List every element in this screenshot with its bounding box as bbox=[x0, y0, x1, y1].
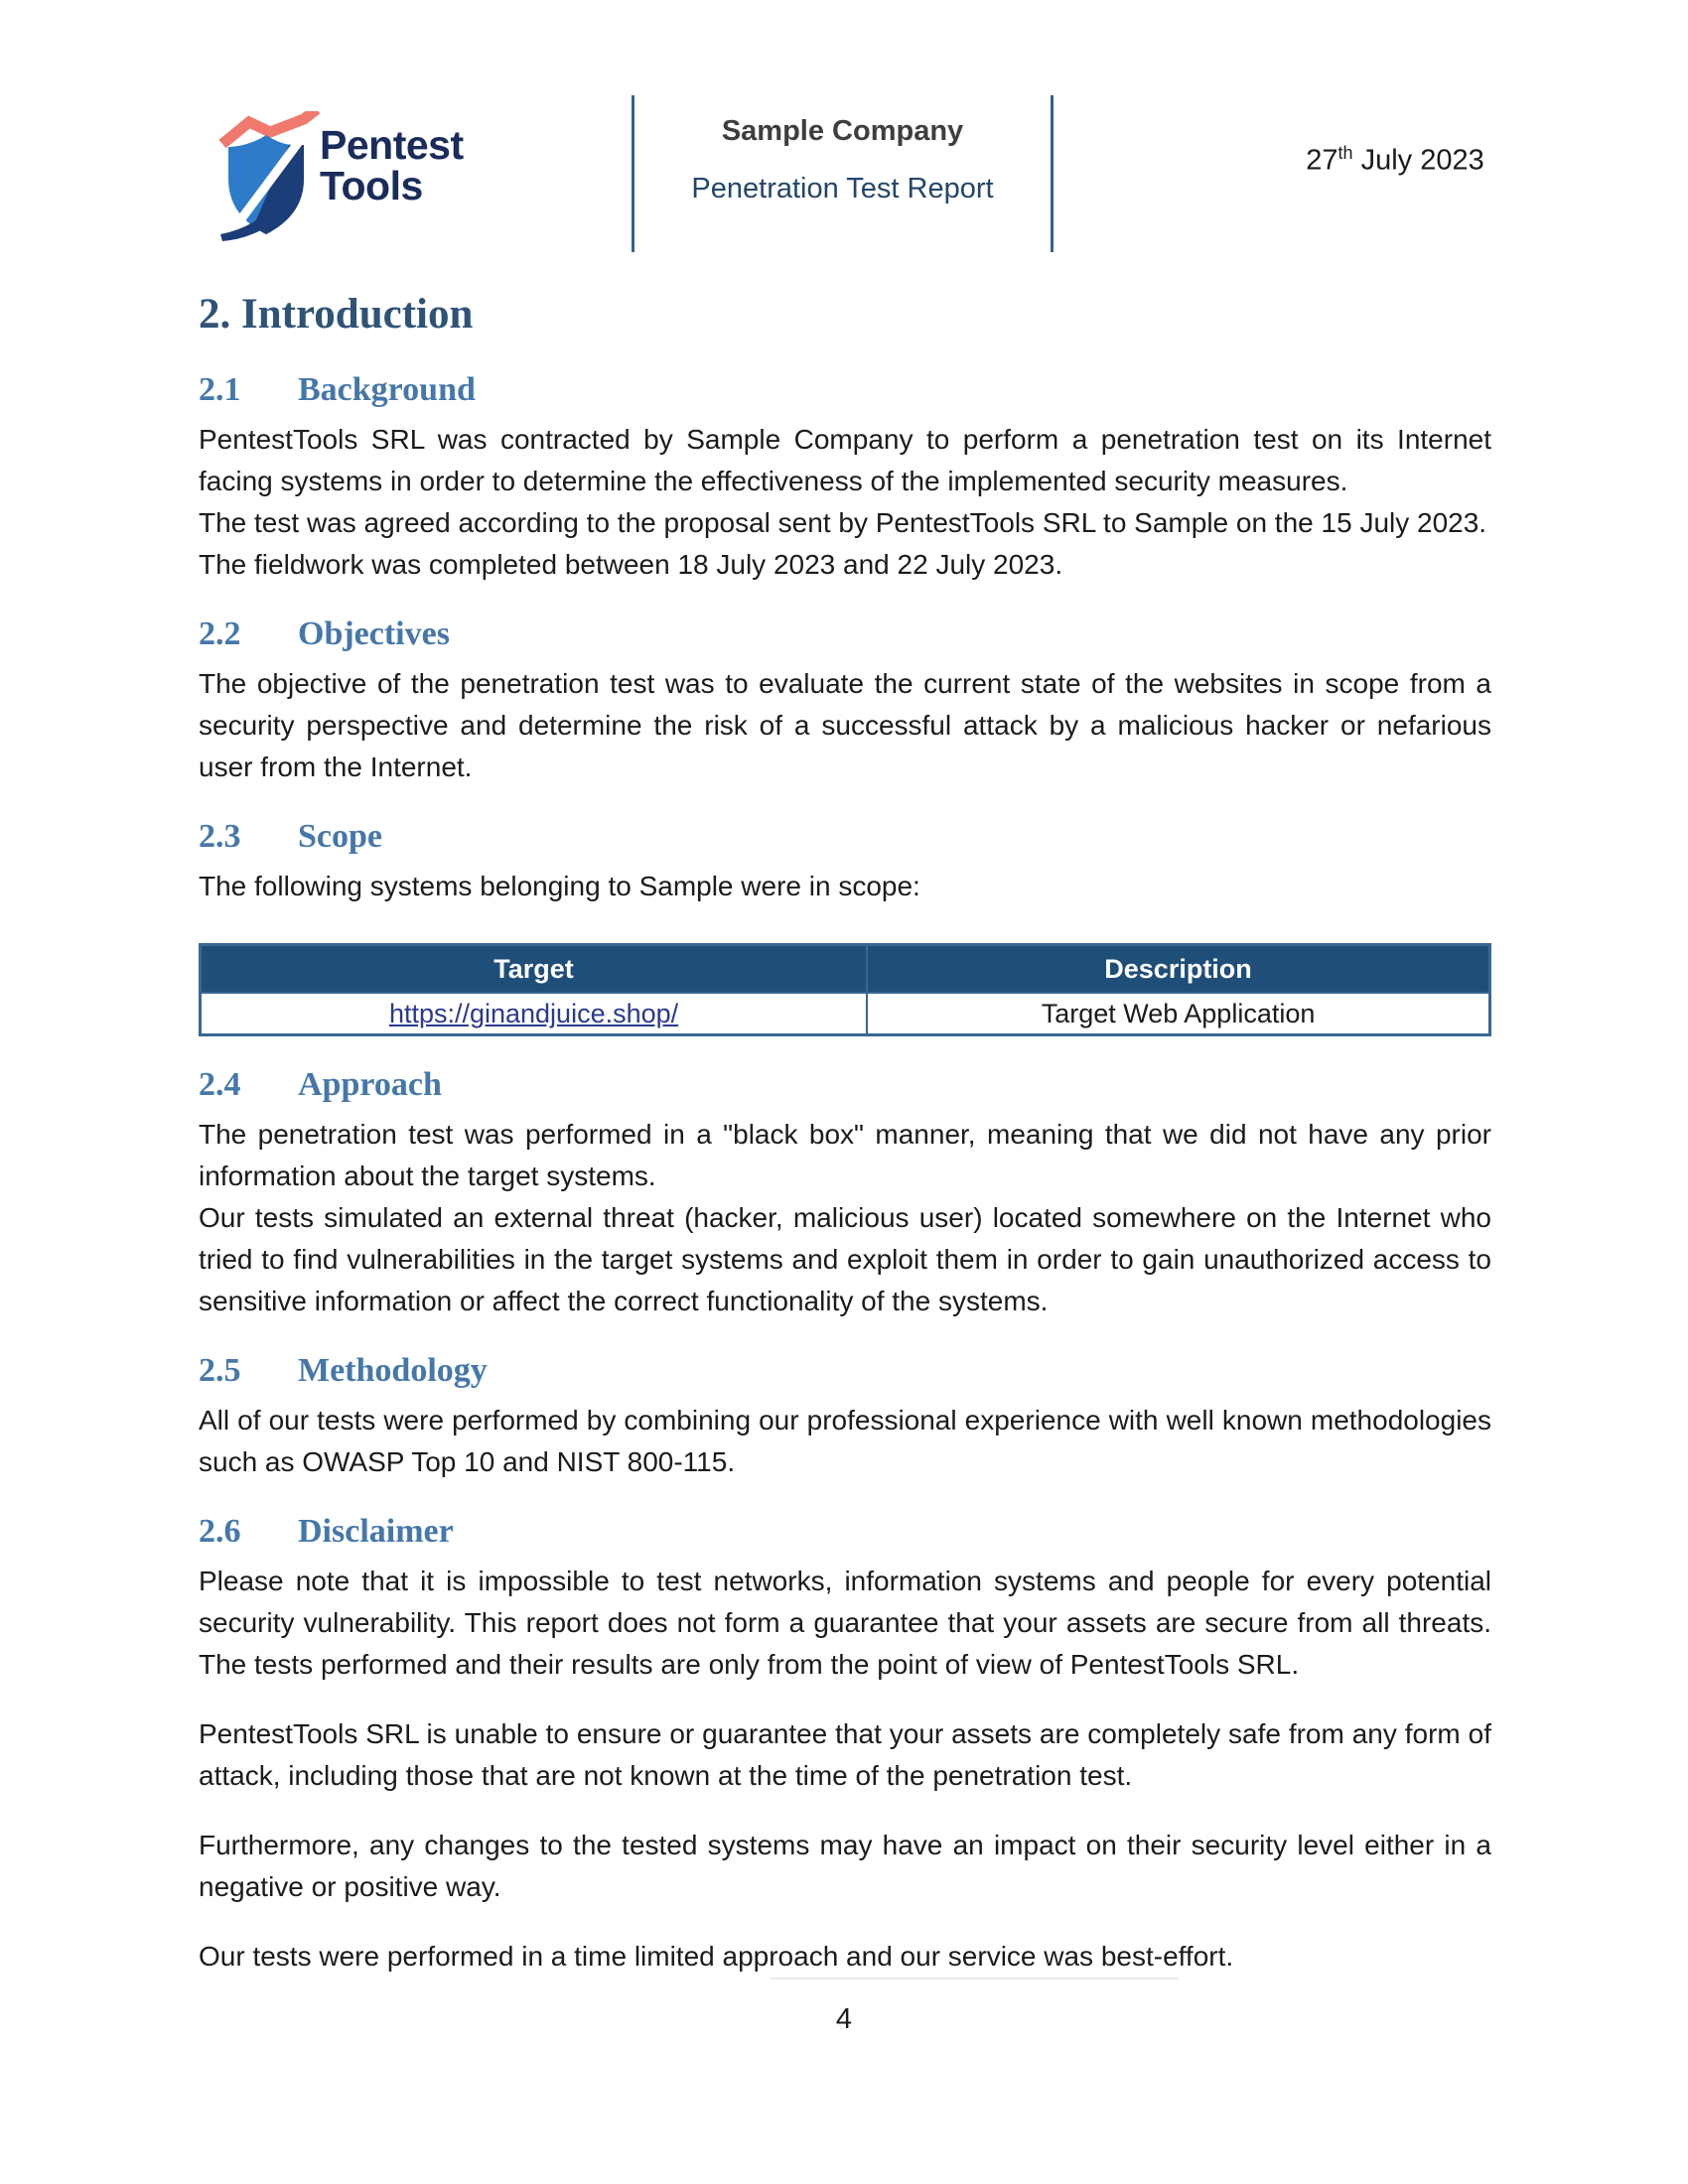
approach-paragraph: The penetration test was performed in a "black box" manner, meaning that we did not have any prior information about the target systems. bbox=[199, 1119, 1491, 1191]
heading-title: Methodology bbox=[298, 1352, 488, 1389]
heading-title: Background bbox=[298, 371, 476, 408]
date-day: 27 bbox=[1306, 144, 1338, 177]
heading-title: Objectives bbox=[298, 615, 450, 652]
scope-table-row bbox=[201, 993, 1490, 1035]
header-divider-right bbox=[1051, 95, 1054, 252]
date-rest: July 2023 bbox=[1352, 144, 1484, 177]
heading-background bbox=[199, 367, 1491, 413]
disclaimer-paragraph: Furthermore, any changes to the tested systems may have an impact on their security level either in a negative or positive way. bbox=[199, 1830, 1491, 1902]
scope-table-header-target: Target bbox=[201, 945, 868, 994]
wordmark-line1: Pentest bbox=[320, 122, 464, 168]
header-title-block bbox=[634, 115, 1051, 205]
faint-footer-rule bbox=[770, 1978, 1179, 1979]
heading-objectives bbox=[199, 612, 1491, 657]
heading-title: Approach bbox=[298, 1066, 442, 1103]
heading-disclaimer bbox=[199, 1509, 1491, 1555]
heading-number: 2.6 bbox=[199, 1513, 241, 1550]
heading-methodology bbox=[199, 1348, 1491, 1394]
heading-number: 2.1 bbox=[199, 371, 241, 408]
disclaimer-paragraph: PentestTools SRL is unable to ensure or guarantee that your assets are completely safe from any form of attack, including those that are not known at the time of the penetration test. bbox=[199, 1718, 1491, 1791]
heading-title: Scope bbox=[298, 818, 382, 855]
scope-table bbox=[199, 943, 1491, 1036]
pentesttools-wordmark bbox=[320, 122, 464, 208]
background-paragraph: The fieldwork was completed between 18 July 2023 and 22 July 2023. bbox=[199, 549, 1063, 580]
pentesttools-shield-icon bbox=[218, 111, 328, 242]
approach-paragraph: Our tests simulated an external threat (hacker, malicious user) located somewhere on the Internet who tried to find vulnerabilities in the target systems and exploit them in order to gain unauthorized access to sensitive information or affect the correct functionality of the systems. bbox=[199, 1202, 1491, 1316]
scope-table-header-row bbox=[201, 945, 1490, 994]
disclaimer-paragraph: Please note that it is impossible to test networks, information systems and people for every potential security vulnerability. This report does not form a guarantee that your assets are secure from all threats. The tests performed and their results are only from the point of view of PentestTools SRL. bbox=[199, 1566, 1491, 1680]
company-name: Sample Company bbox=[721, 115, 964, 147]
objectives-paragraph: The objective of the penetration test was to evaluate the current state of the websites in scope from a security perspective and determine the risk of a successful attack by a malicious hacker or nefarious user from the Internet. bbox=[199, 668, 1491, 782]
scope-description-cell: Target Web Application bbox=[867, 993, 1489, 1035]
heading-introduction bbox=[199, 290, 1491, 340]
heading-number: 2.3 bbox=[199, 818, 241, 855]
heading-number: 2.2 bbox=[199, 615, 241, 652]
document-body bbox=[199, 290, 1491, 1978]
background-paragraph: PentestTools SRL was contracted by Sample Company to perform a penetration test on its Internet facing systems in order to determine the effectiveness of the implemented security measures. bbox=[199, 424, 1491, 496]
scope-intro: The following systems belonging to Sample were in scope: bbox=[199, 871, 920, 901]
methodology-paragraph: All of our tests were performed by combining our professional experience with well known methodologies such as OWASP Top 10 and NIST 800-115. bbox=[199, 1405, 1491, 1477]
heading-number: 2.5 bbox=[199, 1352, 241, 1389]
target-link[interactable]: https://ginandjuice.shop/ bbox=[388, 998, 679, 1028]
wordmark-line2: Tools bbox=[320, 163, 423, 208]
heading-number: 2. bbox=[199, 291, 231, 338]
report-title: Penetration Test Report bbox=[691, 173, 994, 205]
report-date bbox=[1231, 143, 1559, 178]
date-ordinal: th bbox=[1337, 143, 1353, 163]
disclaimer-paragraph: Our tests were performed in a time limited approach and our service was best-effort. bbox=[199, 1941, 1234, 1972]
page-number: 4 bbox=[835, 2003, 853, 2035]
heading-number: 2.4 bbox=[199, 1066, 241, 1103]
heading-approach bbox=[199, 1062, 1491, 1108]
scope-target-cell bbox=[201, 993, 868, 1035]
background-paragraph: The test was agreed according to the proposal sent by PentestTools SRL to Sample on the 15 July 2023. bbox=[199, 507, 1487, 538]
heading-title: Introduction bbox=[241, 291, 474, 338]
heading-title: Disclaimer bbox=[298, 1513, 454, 1550]
scope-table-header-description: Description bbox=[867, 945, 1489, 994]
heading-scope bbox=[199, 814, 1491, 860]
